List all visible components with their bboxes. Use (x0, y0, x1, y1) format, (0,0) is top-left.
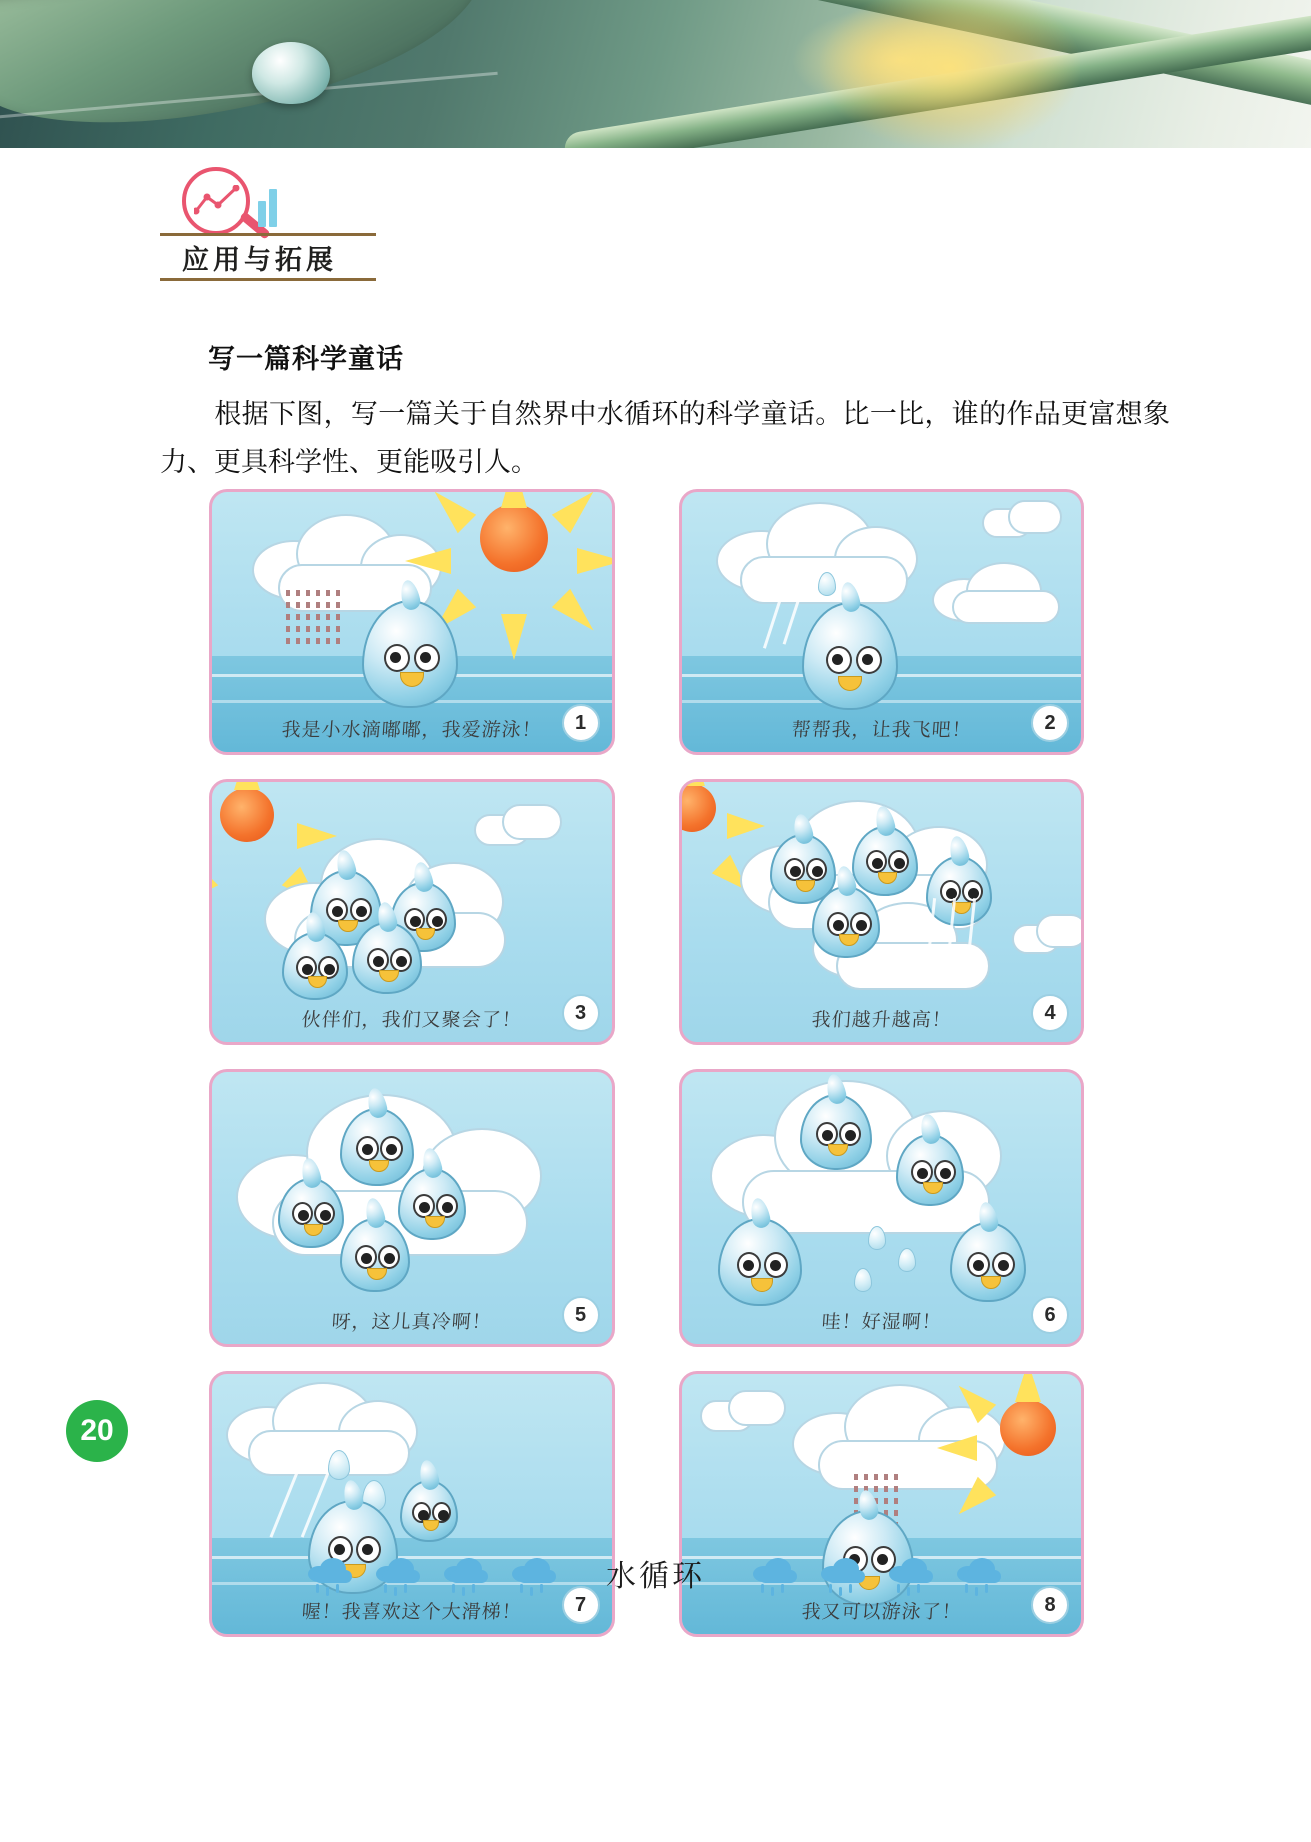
magnifier-chart-icon (172, 163, 282, 243)
rain-cloud-icon (821, 1558, 867, 1588)
sun-rays (679, 784, 716, 832)
rain-cloud-icon (444, 1558, 490, 1588)
comic-panel-3 (209, 779, 615, 1045)
panel-caption: 呀，这儿真冷啊！ (330, 1311, 493, 1333)
panel-number: 7 (562, 1586, 600, 1624)
rain-cloud-icon (753, 1558, 799, 1588)
panel-caption: 伙伴们，我们又聚会了！ (300, 1009, 523, 1031)
sun-rays (1000, 1400, 1056, 1456)
intro-paragraph-text: 根据下图，写一篇关于自然界中水循环的科学童话。比一比，谁的作品更富想象力、更具科学性、更能吸引人。 (160, 399, 1170, 477)
panel-number: 4 (1031, 994, 1069, 1032)
comic-panel-1 (209, 489, 615, 755)
panel-number: 8 (1031, 1586, 1069, 1624)
rain-cloud-icon (889, 1558, 935, 1588)
panel-caption: 哇！好湿啊！ (820, 1311, 942, 1333)
intro-paragraph (160, 390, 1170, 486)
sun-rays (220, 788, 274, 842)
water-drop-character (950, 1222, 1026, 1302)
panel-number: 3 (562, 994, 600, 1032)
rain-cloud-icon (512, 1558, 558, 1588)
comic-panel-5 (209, 1069, 615, 1347)
panel-caption: 帮帮我，让我飞吧！ (790, 719, 972, 741)
panel-caption: 我又可以游泳了！ (800, 1601, 962, 1623)
panel-caption: 喔！我喜欢这个大滑梯！ (300, 1601, 523, 1623)
water-drop-character (812, 886, 880, 958)
panel-caption: 我们越升越高！ (810, 1009, 952, 1031)
trend-line-icon (194, 185, 240, 215)
page-number: 20 (66, 1400, 128, 1462)
chart-bar-icon (269, 189, 277, 227)
rain-cloud-icon (308, 1558, 354, 1588)
panel-number: 6 (1031, 1296, 1069, 1334)
comic-row (209, 1069, 1084, 1347)
section-title-plate (160, 233, 376, 281)
header-photo-banner (0, 0, 1311, 148)
section-header (160, 163, 400, 276)
panel-number: 5 (562, 1296, 600, 1334)
water-drop-character (802, 602, 898, 710)
rain-cloud-icon (376, 1558, 422, 1588)
section-title: 应用与拓展 (182, 244, 337, 276)
sun-rays (480, 504, 548, 572)
panel-caption: 我是小水滴嘟嘟，我爱游泳！ (280, 719, 543, 741)
comic-row (209, 489, 1084, 755)
water-drop-character (896, 1134, 964, 1206)
raindrop (898, 1248, 916, 1272)
comic-grid (209, 489, 1084, 1661)
water-drop-character (926, 856, 992, 926)
page-footer (0, 1528, 1311, 1618)
panel-number: 2 (1031, 704, 1069, 742)
comic-panel-2 (679, 489, 1085, 755)
water-droplet-photo (252, 42, 330, 104)
rain-cloud-icon (957, 1558, 1003, 1588)
chart-bar-icon (258, 201, 266, 227)
water-drop-character (852, 826, 918, 896)
sun-glow (820, 0, 1080, 148)
leaf-image (0, 0, 498, 145)
panel-number: 1 (562, 704, 600, 742)
comic-panel-6 (679, 1069, 1085, 1347)
comic-row (209, 779, 1084, 1045)
raindrop (818, 572, 836, 596)
raindrop (868, 1226, 886, 1250)
page-title: 写一篇科学童话 (208, 344, 404, 374)
raindrop (854, 1268, 872, 1292)
footer-title: 水循环 (606, 1559, 705, 1594)
comic-panel-4 (679, 779, 1085, 1045)
